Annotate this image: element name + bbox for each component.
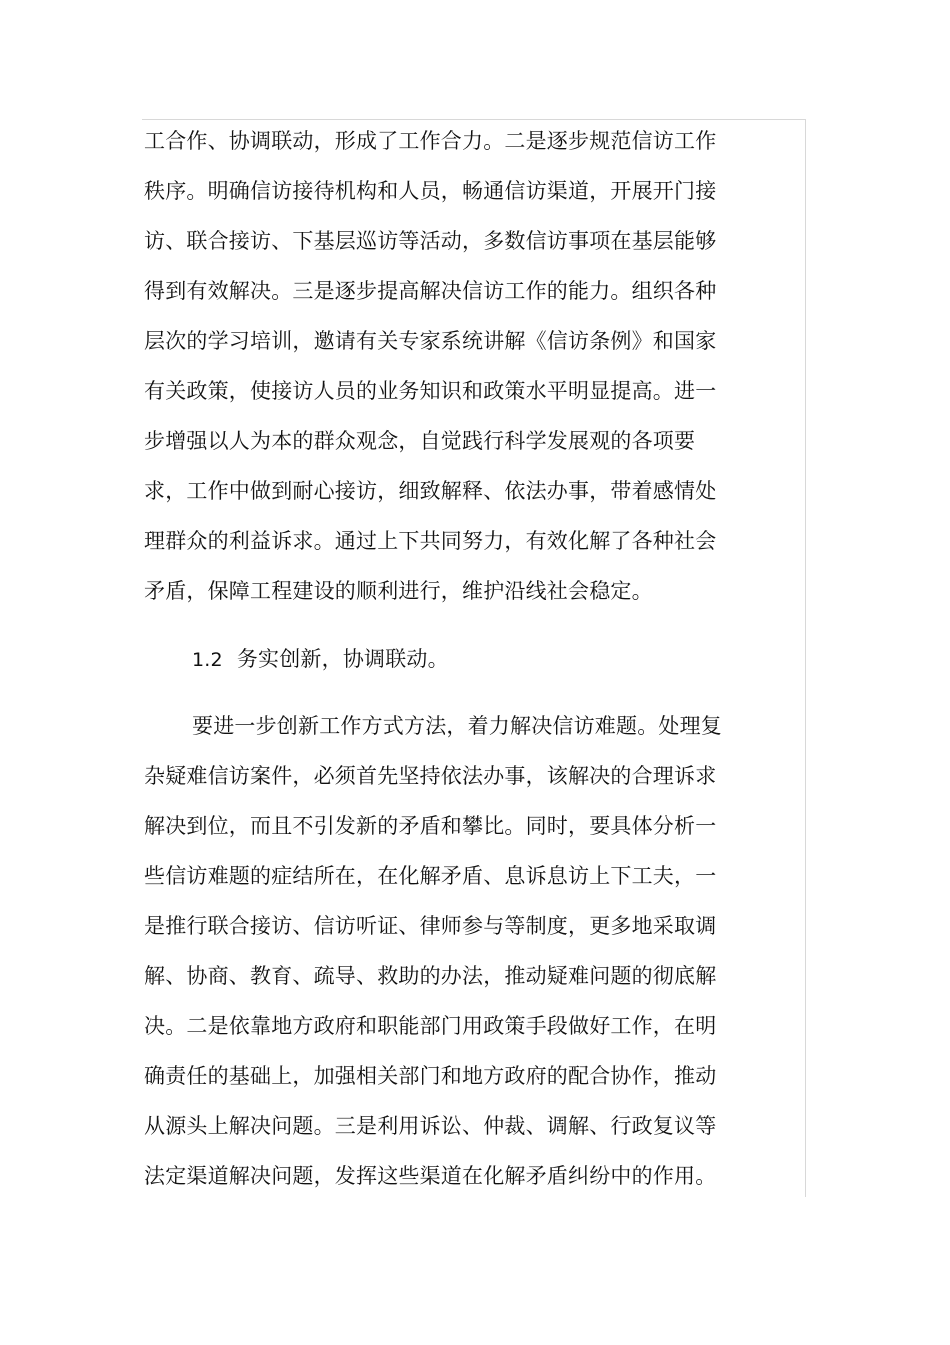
text-line: 决。二是依靠地方政府和职能部门用政策手段做好工作，在明: [144, 1014, 717, 1038]
text-line: 得到有效解决。三是逐步提高解决信访工作的能力。组织各种: [144, 279, 717, 303]
text-line: 工合作、协调联动，形成了工作合力。二是逐步规范信访工作: [144, 129, 717, 153]
text-line: 层次的学习培训，邀请有关专家系统讲解《信访条例》和国家: [144, 329, 717, 353]
text-line: 求，工作中做到耐心接访，细致解释、依法办事，带着感情处: [144, 479, 717, 503]
text-line: 秩序。明确信访接待机构和人员，畅通信访渠道，开展开门接: [144, 179, 717, 203]
text-line: 杂疑难信访案件，必须首先坚持依法办事，该解决的合理诉求: [144, 764, 717, 788]
text-line: 访、联合接访、下基层巡访等活动，多数信访事项在基层能够: [144, 229, 717, 253]
text-line: 解决到位，而且不引发新的矛盾和攀比。同时，要具体分析一: [144, 814, 717, 838]
text-line: 确责任的基础上，加强相关部门和地方政府的配合协作，推动: [144, 1064, 717, 1088]
text-line: 从源头上解决问题。三是利用诉讼、仲裁、调解、行政复议等: [144, 1114, 717, 1138]
text-line: 矛盾，保障工程建设的顺利进行，维护沿线社会稳定。: [144, 579, 653, 603]
text-line: 步增强以人为本的群众观念，自觉践行科学发展观的各项要: [144, 429, 696, 453]
text-line: 有关政策，使接访人员的业务知识和政策水平明显提高。进一: [144, 379, 717, 403]
text-line: 是推行联合接访、信访听证、律师参与等制度，更多地采取调: [144, 914, 717, 938]
section-heading: [192, 634, 449, 684]
section-number: 1.2: [192, 649, 223, 671]
text-line: 理群众的利益诉求。通过上下共同努力，有效化解了各种社会: [144, 529, 717, 553]
text-line: 解、协商、教育、疏导、救助的办法，推动疑难问题的彻底解: [144, 964, 717, 988]
text-line: 要进一步创新工作方式方法，着力解决信访难题。处理复: [192, 714, 722, 738]
text-line: 法定渠道解决问题，发挥这些渠道在化解矛盾纠纷中的作用。: [144, 1164, 717, 1188]
section-title: 务实创新，协调联动。: [236, 647, 449, 671]
text-line: 些信访难题的症结所在，在化解矛盾、息诉息访上下工夫，一: [144, 864, 717, 888]
